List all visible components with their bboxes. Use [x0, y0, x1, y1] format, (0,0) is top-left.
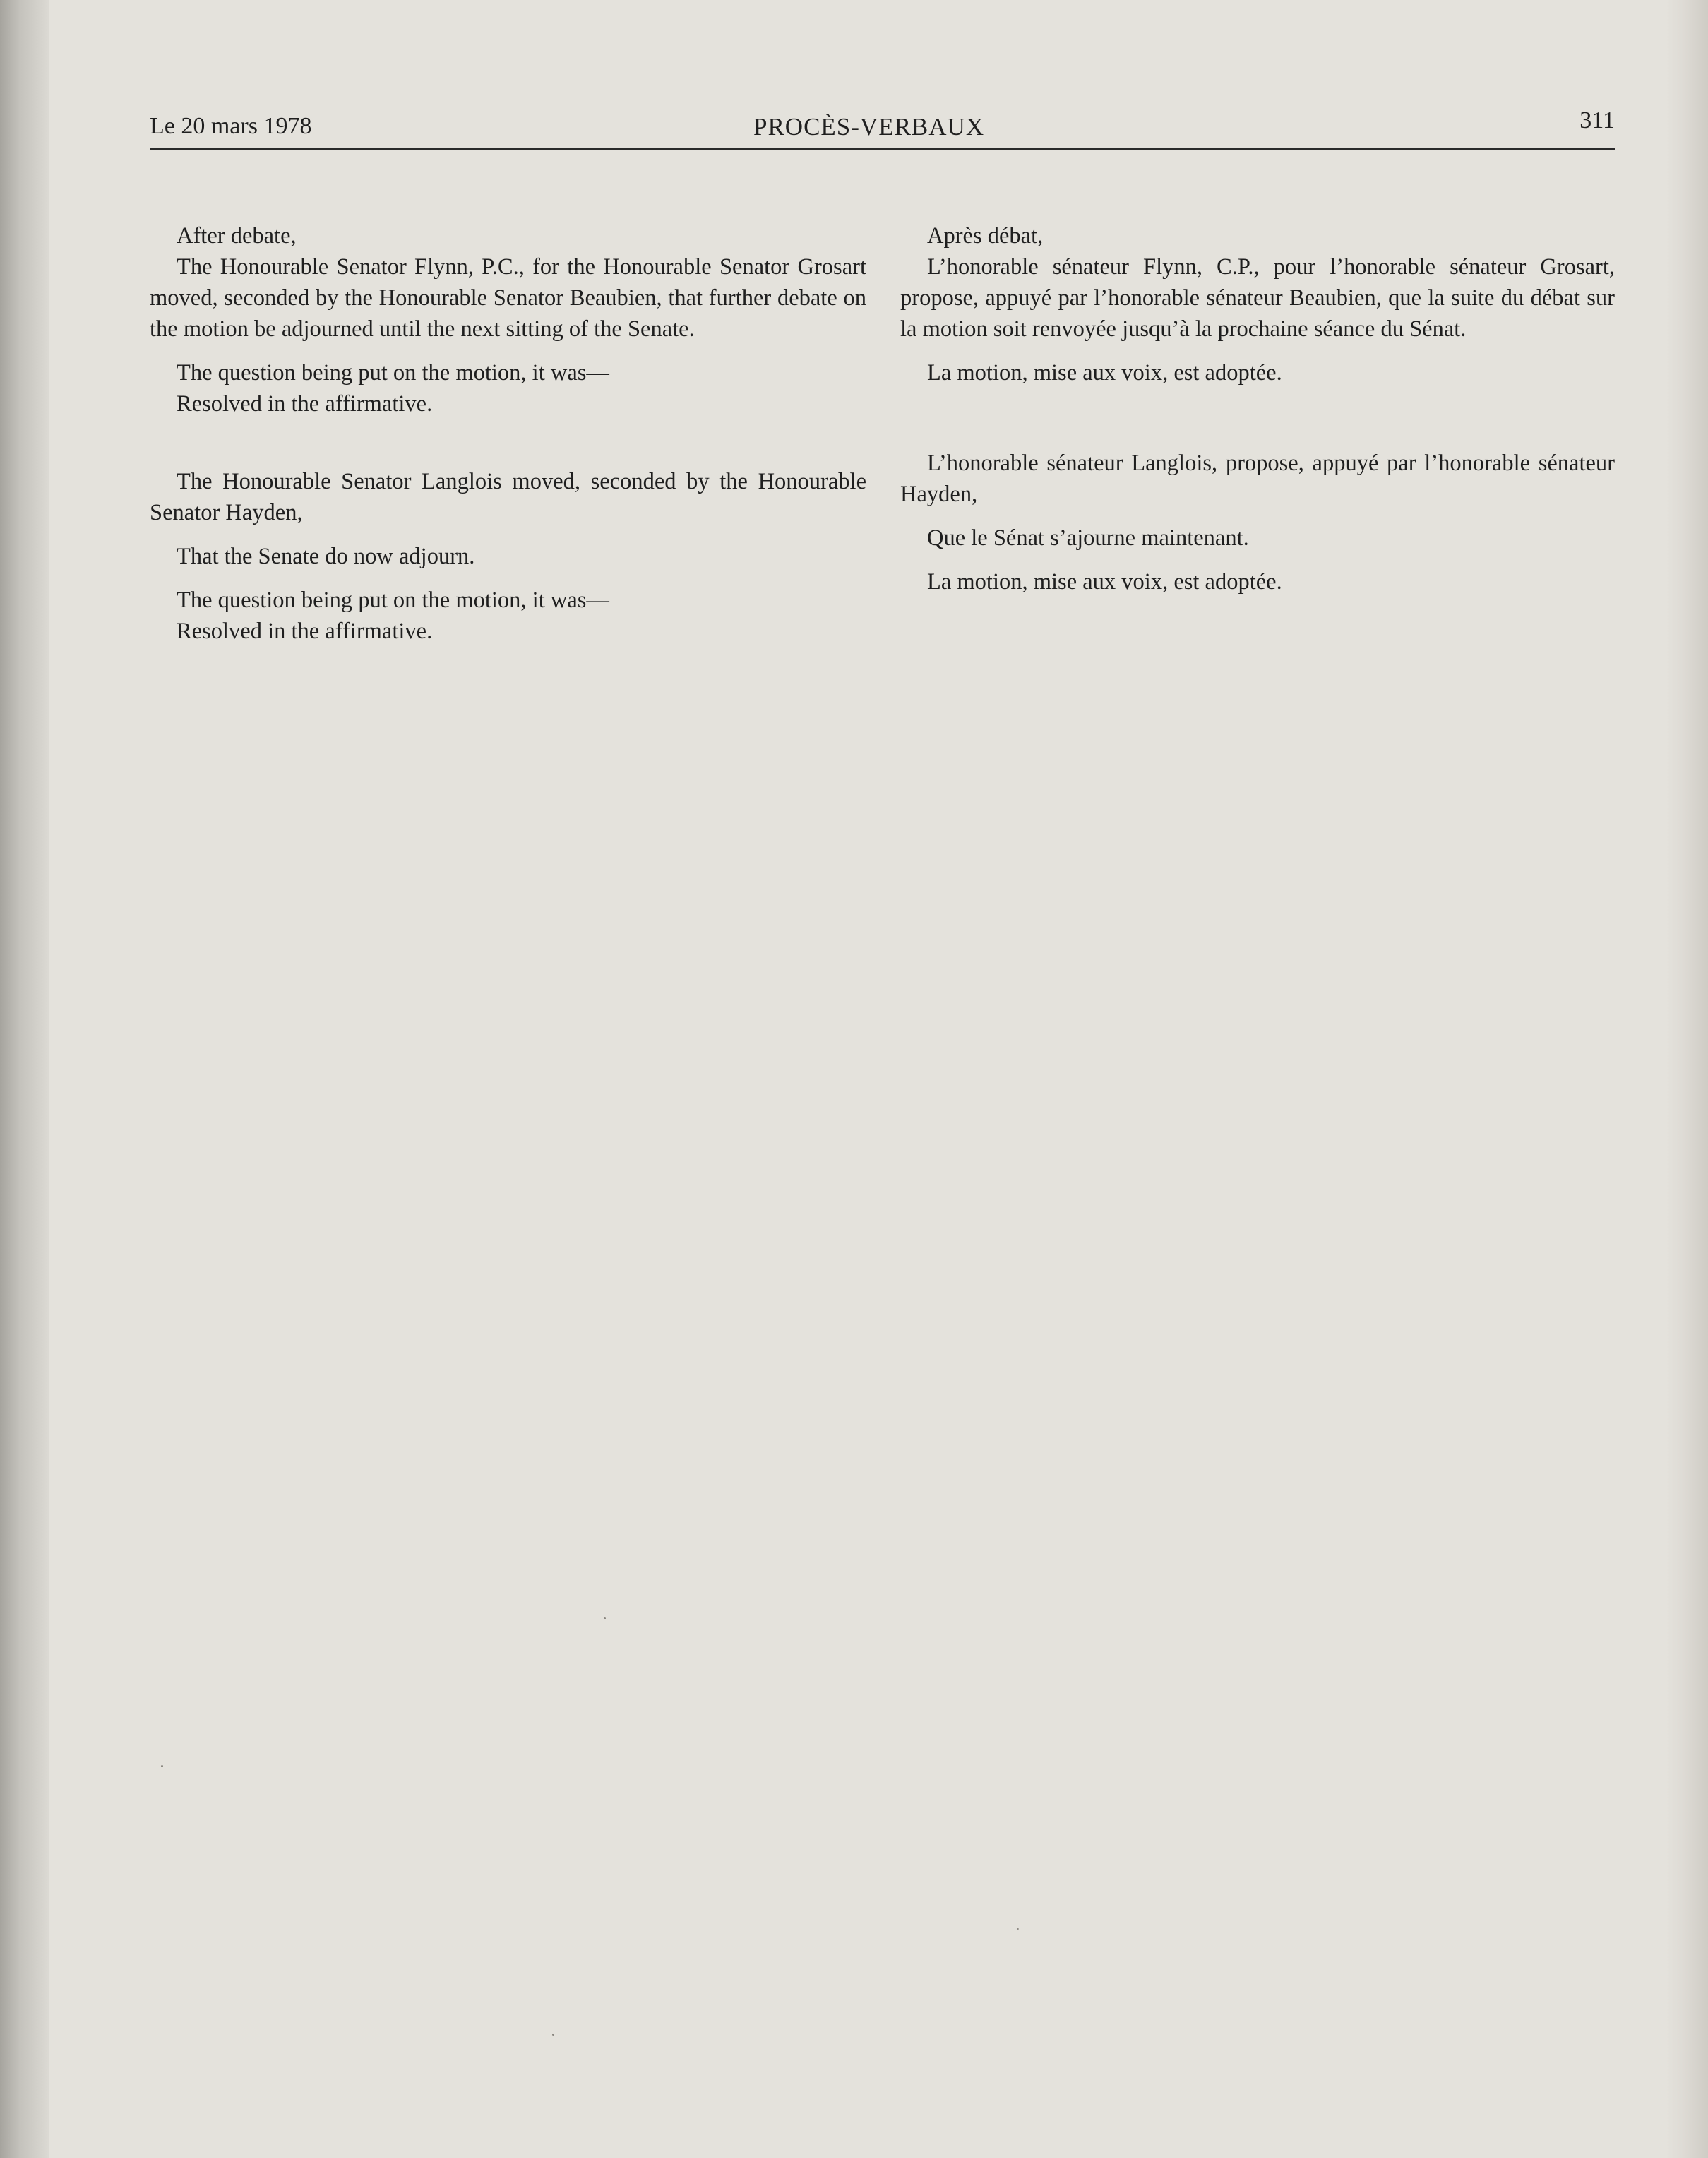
paper-speck: [604, 1617, 606, 1619]
header-title: PROCÈS-VERBAUX: [753, 113, 985, 141]
fr-adjourn: Que le Sénat s’ajourne maintenant.: [927, 525, 1249, 551]
paper-speck: [1017, 1928, 1019, 1930]
header-rule: [150, 148, 1615, 150]
running-head: [150, 107, 1615, 148]
en-adjourn: That the Senate do now adjourn.: [177, 544, 475, 569]
french-column: [900, 220, 1615, 597]
fr-adopted-2: La motion, mise aux voix, est adoptée.: [927, 569, 1282, 595]
fr-adopted-1: La motion, mise aux voix, est adoptée.: [927, 360, 1282, 386]
paper-speck: [552, 2034, 554, 2036]
header-date: Le 20 mars 1978: [150, 113, 312, 139]
en-langlois-motion: The Honourable Senator Langlois moved, seconded by the Honourable Senator Hayden,: [150, 469, 866, 525]
paper-speck: [161, 1765, 163, 1767]
en-resolved-1: Resolved in the affirmative.: [177, 391, 433, 417]
fr-flynn-motion: L’honorable sénateur Flynn, C.P., pour l’honorable sénateur Grosart, propose, appuyé par l’honorable sénateur Beaubien, que la suite du débat sur la motion soit renvoyée jusqu’à la prochaine séance du Sénat.: [900, 254, 1615, 342]
fr-langlois-motion: L’honorable sénateur Langlois, propose, appuyé par l’honorable sénateur Hayden,: [900, 451, 1615, 507]
page-number: 311: [1579, 107, 1615, 133]
en-question-1: The question being put on the motion, it was—: [177, 360, 609, 386]
fr-after-debate: Après débat,: [927, 223, 1044, 249]
en-question-2: The question being put on the motion, it was—: [177, 588, 609, 613]
english-column: [150, 220, 866, 647]
en-flynn-motion: The Honourable Senator Flynn, P.C., for the Honourable Senator Grosart moved, seconded by the Honourable Senator Beaubien, that further debate on the motion be adjourned until the next sitting of the Senate.: [150, 254, 866, 342]
page-edge: [1666, 0, 1708, 2158]
en-resolved-2: Resolved in the affirmative.: [177, 619, 433, 644]
en-after-debate: After debate,: [177, 223, 297, 249]
binding-shadow: [0, 0, 49, 2158]
